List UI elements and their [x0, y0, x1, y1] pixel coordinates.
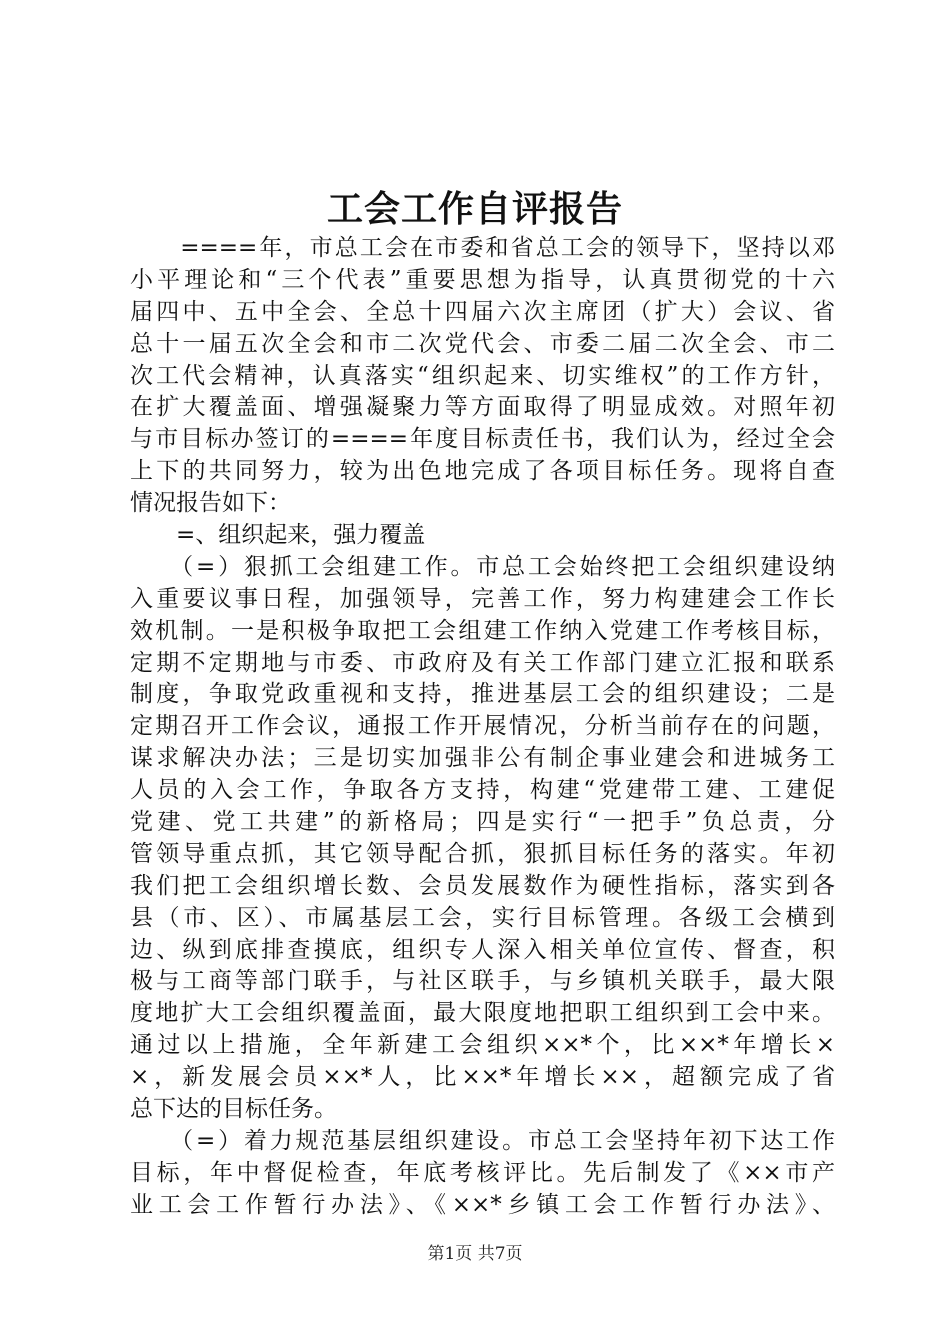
- body-line: 总下达的目标任务。: [130, 1096, 337, 1123]
- body-line: 上下的共同努力，较为出色地完成了各项目标任务。现将自查: [130, 458, 835, 485]
- body-line: 度地扩大工会组织覆盖面，最大限度地把职工组织到工会中来。: [130, 1000, 835, 1027]
- body-line: 党建、党工共建”的新格局；四是实行“一把手”负总责，分: [130, 809, 835, 836]
- body-line: 入重要议事日程，加强领导，完善工作，努力构建建会工作长: [130, 585, 835, 612]
- body-line: 次工代会精神，认真落实“组织起来、切实维权”的工作方针，: [130, 362, 835, 389]
- body-line: 边、纵到底排查摸底，组织专人深入相关单位宣传、督查，积: [130, 936, 835, 963]
- body-line: 届四中、五中全会、全总十四届六次主席团（扩大）会议、省: [130, 298, 835, 325]
- body-line: 定期不定期地与市委、市政府及有关工作部门建立汇报和联系: [130, 649, 835, 676]
- body-line: 小平理论和“三个代表”重要思想为指导，认真贯彻党的十六: [130, 266, 835, 293]
- body-line: 县（市、区）、市属基层工会，实行目标管理。各级工会横到: [130, 904, 835, 931]
- body-line: =、组织起来，强力覆盖: [130, 522, 426, 549]
- body-line: 总十一届五次全会和市二次党代会、市委二届二次全会、市二: [130, 330, 835, 357]
- body-line: （=）狠抓工会组建工作。市总工会始终把工会组织建设纳: [130, 553, 835, 580]
- body-line: 通过以上措施，全年新建工会组织××*个，比××*年增长×: [130, 1032, 835, 1059]
- document-body: [130, 233, 835, 1222]
- body-line: ====年，市总工会在市委和省总工会的领导下，坚持以邓: [130, 235, 835, 261]
- body-line: （=）着力规范基层组织建设。市总工会坚持年初下达工作: [130, 1127, 835, 1154]
- body-line: 与市目标办签订的====年度目标责任书，我们认为，经过全会: [130, 426, 835, 453]
- document-title: 工会工作自评报告: [326, 188, 623, 230]
- body-line: 定期召开工作会议，通报工作开展情况，分析当前存在的问题，: [130, 713, 835, 740]
- body-line: 人员的入会工作，争取各方支持，构建“党建带工建、工建促: [130, 777, 835, 804]
- body-line: 业工会工作暂行办法》、《××*乡镇工会工作暂行办法》、: [130, 1191, 835, 1218]
- body-line: ×，新发展会员××*人，比××*年增长××，超额完成了省: [130, 1064, 835, 1091]
- body-line: 我们把工会组织增长数、会员发展数作为硬性指标，落实到各: [130, 872, 835, 899]
- body-line: 效机制。一是积极争取把工会组建工作纳入党建工作考核目标，: [130, 617, 835, 644]
- body-line: 目标，年中督促检查，年底考核评比。先后制发了《××市产: [130, 1159, 835, 1186]
- body-line: 管领导重点抓，其它领导配合抓，狠抓目标任务的落实。年初: [130, 840, 835, 867]
- body-line: 制度，争取党政重视和支持，推进基层工会的组织建设；二是: [130, 681, 835, 708]
- page-number: 第1页 共7页: [427, 1244, 523, 1264]
- body-line: 在扩大覆盖面、增强凝聚力等方面取得了明显成效。对照年初: [130, 394, 835, 421]
- body-line: 极与工商等部门联手，与社区联手，与乡镇机关联手，最大限: [130, 968, 835, 995]
- body-line: 谋求解决办法；三是切实加强非公有制企事业建会和进城务工: [130, 745, 835, 772]
- body-line: 情况报告如下：: [130, 490, 291, 517]
